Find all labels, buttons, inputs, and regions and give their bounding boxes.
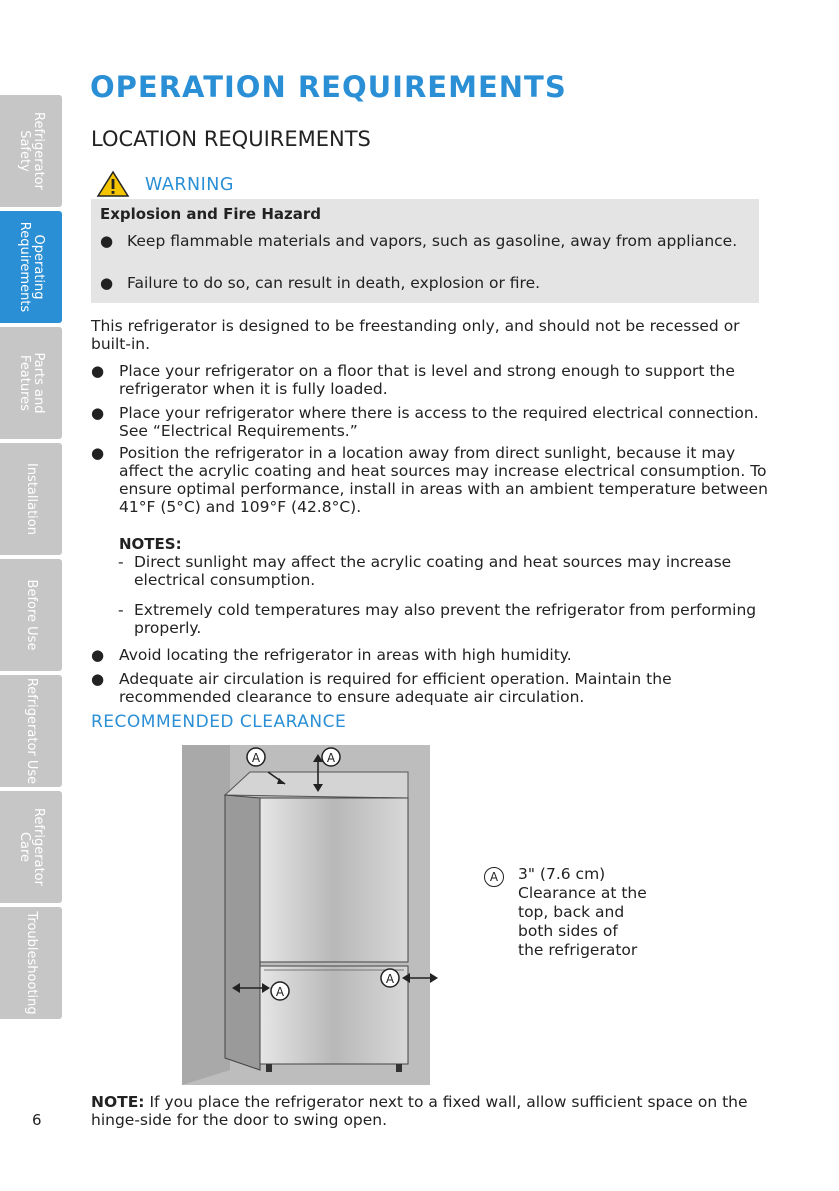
list-item-text: Place your refrigerator on a floor that is level and strong enough to support the refrigerator when it is fully loaded. — [119, 362, 735, 398]
list-item-text: Adequate air circulation is required for efficient operation. Maintain the recommended clearance to ensure adequate air circulation. — [119, 670, 672, 706]
svg-text:A: A — [385, 972, 395, 986]
tab-installation[interactable] — [0, 443, 62, 555]
tab-label: Troubleshooting — [24, 911, 39, 1015]
warning-label: WARNING — [145, 175, 234, 195]
footer-note — [91, 1093, 771, 1129]
list-item-text: Position the refrigerator in a location away from direct sunlight, because it may affect the acrylic coating and heat sources may increase electrical consumption. To ensure optimal performance, install in areas with an ambient temperature between 41°F (5°C) and 109°F (42.8°C). — [119, 444, 768, 516]
legend-text — [518, 865, 688, 960]
marker-a — [247, 748, 265, 766]
legend-line: top, back and — [518, 903, 625, 921]
bullet-icon: ● — [100, 232, 114, 250]
intro-paragraph: This refrigerator is designed to be freestanding only, and should not be recessed or built-in. — [91, 317, 740, 353]
tab-before-use[interactable] — [0, 559, 62, 671]
note-item: - Direct sunlight may affect the acrylic coating and heat sources may increase electrical consumption. — [118, 553, 768, 589]
legend-line: both sides of — [518, 922, 618, 940]
tab-label: Parts and Features — [17, 352, 46, 414]
page-number: 6 — [32, 1111, 42, 1129]
footer-note-text: If you place the refrigerator next to a fixed wall, allow sufficient space on the hinge-side for the door to swing open. — [91, 1093, 748, 1129]
tab-refrigerator-use[interactable] — [0, 675, 62, 787]
list-item — [91, 670, 781, 706]
legend-line: 3" (7.6 cm) — [518, 865, 606, 883]
bullet-icon: ● — [91, 362, 105, 380]
warning-box — [91, 199, 759, 303]
marker-a-legend: A — [484, 867, 504, 887]
tab-label: Refrigerator Safety — [17, 112, 46, 190]
svg-text:A: A — [251, 751, 261, 765]
marker-a — [271, 982, 289, 1000]
bullet-icon: ● — [100, 274, 114, 292]
warning-triangle-icon — [96, 170, 130, 198]
tab-label: Before Use — [24, 579, 39, 651]
note-item-text: Extremely cold temperatures may also prevent the refrigerator from performing properly. — [134, 601, 757, 637]
section-title: LOCATION REQUIREMENTS — [91, 127, 371, 151]
legend-line: Clearance at the — [518, 884, 647, 902]
tab-troubleshooting[interactable] — [0, 907, 62, 1019]
bullet-icon: ● — [91, 444, 105, 462]
fridge-clearance-illustration — [180, 740, 440, 1085]
bullet-icon: ● — [91, 670, 105, 688]
bullet-icon: ● — [91, 646, 105, 664]
tab-label: Installation — [24, 462, 39, 535]
list-item — [91, 444, 781, 516]
clearance-title: RECOMMENDED CLEARANCE — [91, 712, 347, 732]
list-item-text: Avoid locating the refrigerator in areas with high humidity. — [119, 646, 572, 664]
svg-text:A: A — [326, 751, 336, 765]
note-item: - Extremely cold temperatures may also prevent the refrigerator from performing properly. — [118, 601, 768, 637]
page-title: OPERATION REQUIREMENTS — [90, 70, 567, 104]
tab-parts-and-features[interactable] — [0, 327, 62, 439]
warning-item — [100, 274, 750, 292]
footer-note-label: NOTE: — [91, 1093, 145, 1111]
marker-a — [322, 748, 340, 766]
list-item — [91, 362, 781, 398]
bullet-icon: ● — [91, 404, 105, 422]
marker-a — [381, 969, 399, 987]
hazard-title: Explosion and Fire Hazard — [100, 205, 321, 223]
list-item-text: Place your refrigerator where there is access to the required electrical connection. See “Electrical Requirements.” — [119, 404, 759, 440]
tab-operating-requirements[interactable] — [0, 211, 62, 323]
note-item-text: Direct sunlight may affect the acrylic coating and heat sources may increase electrical consumption. — [134, 553, 732, 589]
legend-line: the refrigerator — [518, 941, 638, 959]
tab-label: Refrigerator Care — [17, 808, 46, 886]
warning-item-text: Failure to do so, can result in death, explosion or fire. — [127, 274, 541, 292]
tab-label: Operating Requirements — [17, 221, 46, 313]
side-tabs — [0, 95, 62, 1023]
warning-item-text: Keep flammable materials and vapors, such as gasoline, away from appliance. — [127, 232, 738, 250]
list-item — [91, 404, 781, 440]
warning-item — [100, 232, 750, 250]
svg-text:A: A — [275, 985, 285, 999]
list-item — [91, 646, 781, 664]
notes-title: NOTES: — [119, 535, 182, 553]
tab-label: Refrigerator Use — [24, 677, 39, 785]
tab-refrigerator-safety[interactable] — [0, 95, 62, 207]
tab-refrigerator-care[interactable] — [0, 791, 62, 903]
